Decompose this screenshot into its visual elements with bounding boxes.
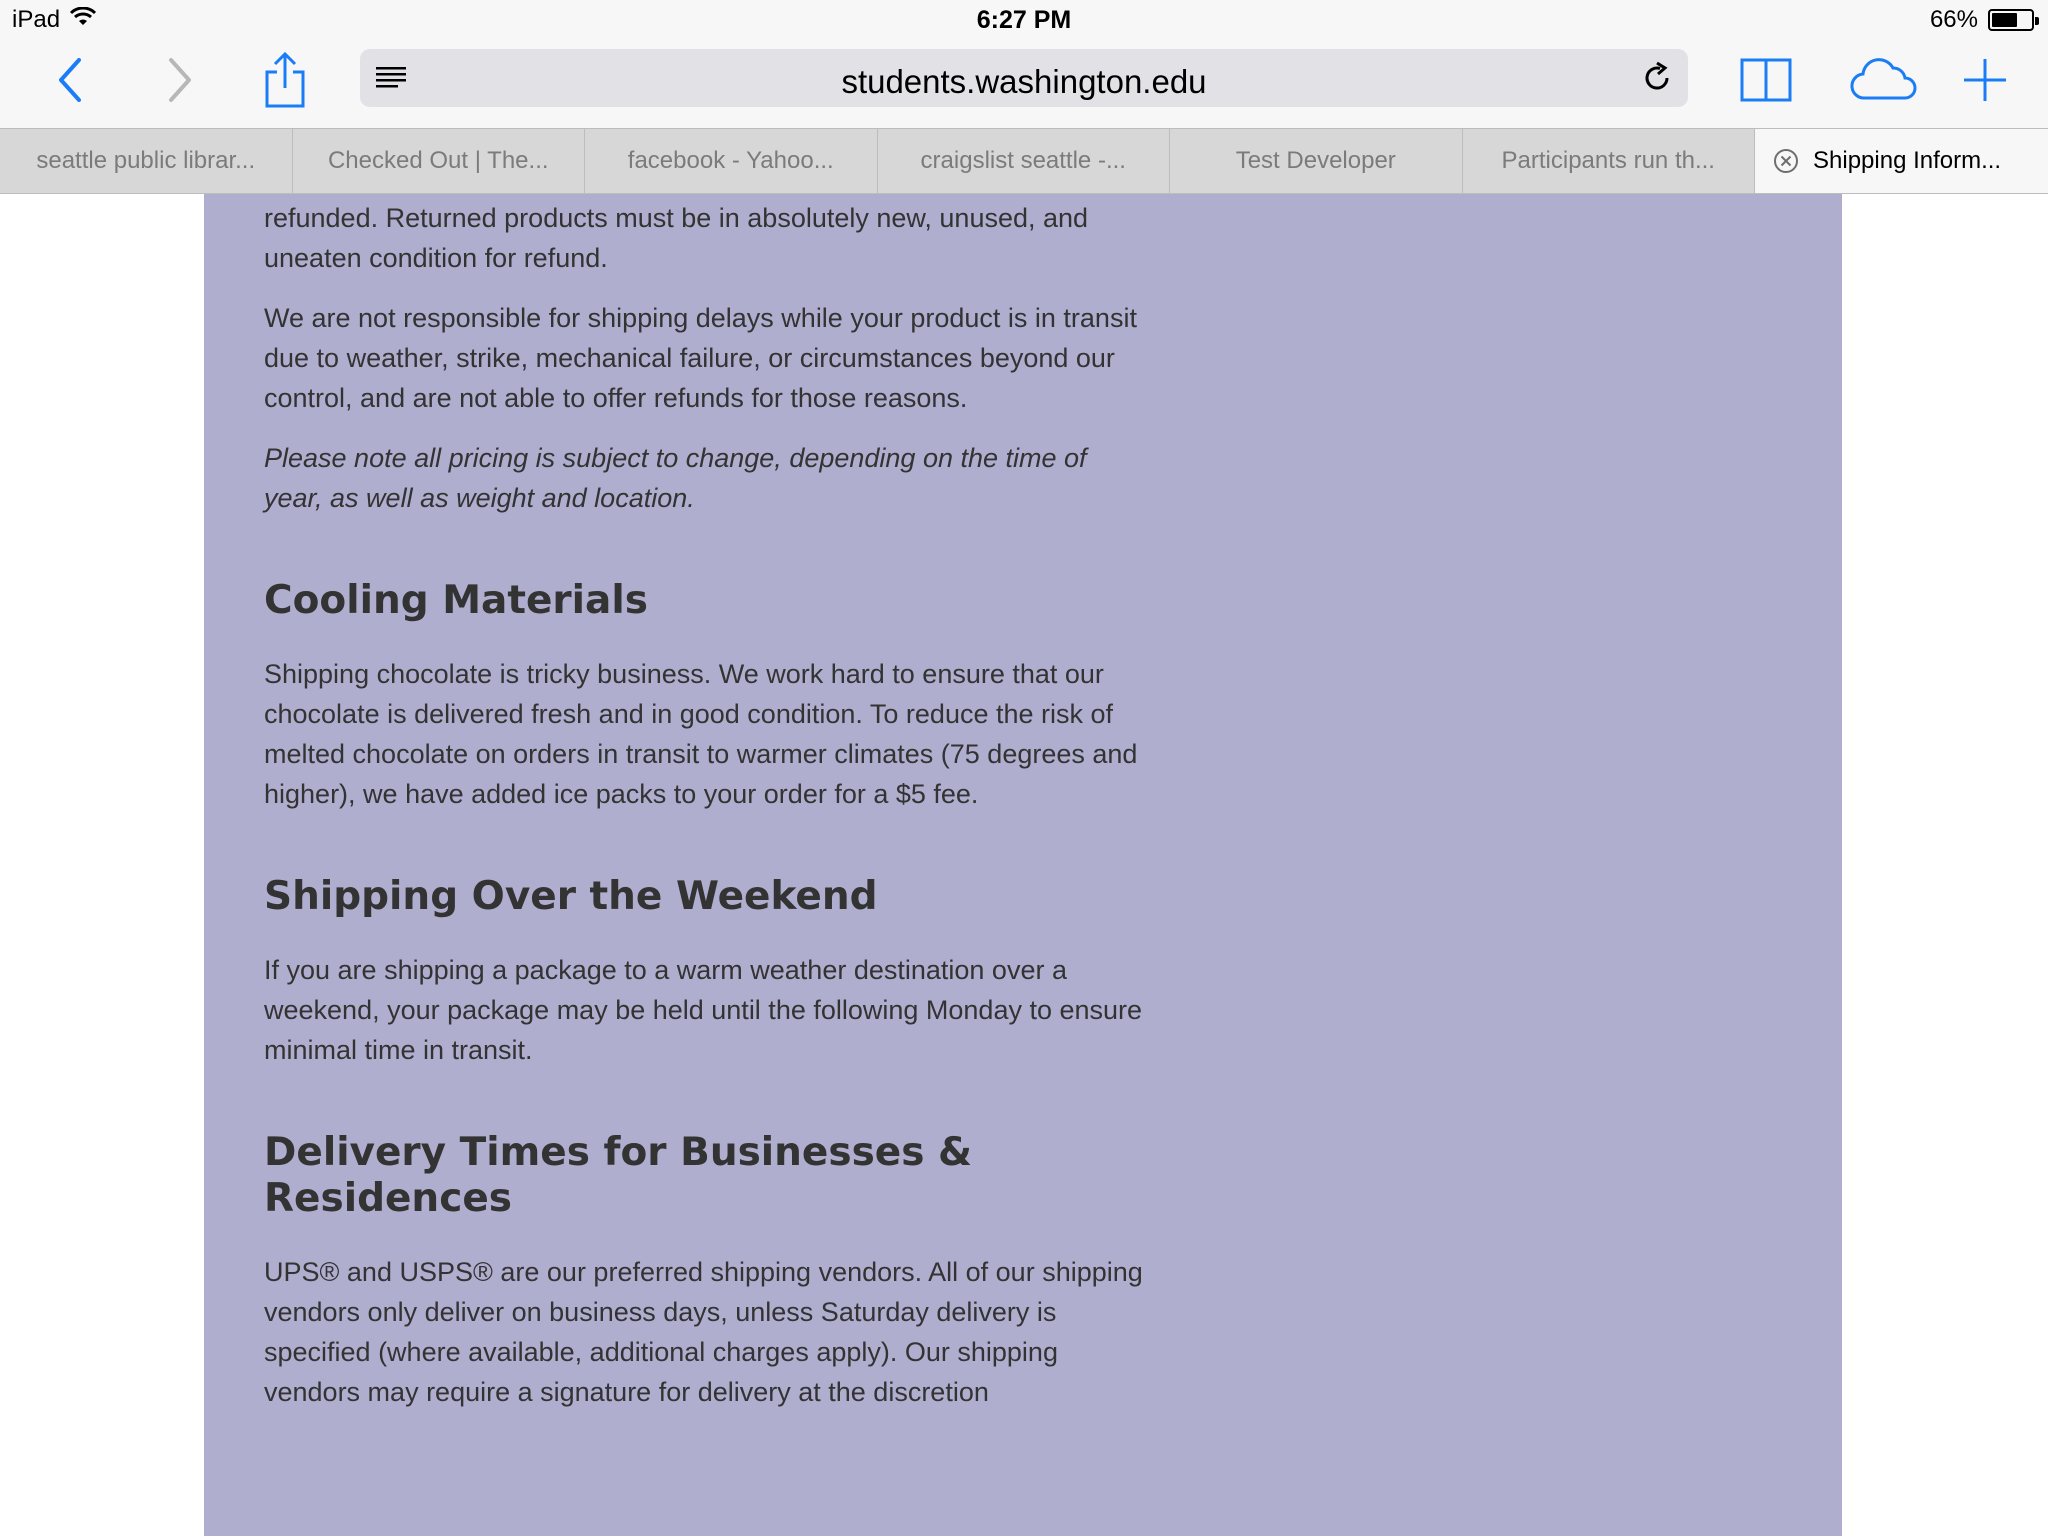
status-time: 6:27 PM [976,6,1072,34]
icloud-tabs-button[interactable] [1848,50,1920,110]
share-button[interactable] [253,50,317,110]
heading-cooling-materials: Cooling Materials [264,578,648,623]
tab-label: Test Developer [1235,147,1396,174]
cloud-icon [1849,58,1919,102]
tab-bar [0,128,2048,194]
chevron-right-icon [165,58,195,102]
tab-shipping-information[interactable] [1755,129,2048,193]
paragraph-delays: We are not responsible for shipping delays while your product is in transit due to weather, strike, mechanical failure, or circumstances beyond our control, and are not able to offer refunds for those reasons. [264,303,1137,413]
tab-seattle-public-library[interactable] [0,129,293,193]
url-text: students.washington.edu [841,63,1207,100]
device-label: iPad [12,6,61,33]
tab-label: Shipping Inform... [1813,147,2002,174]
battery-percent: 66% [1929,6,1978,33]
tab-label: seattle public librar... [36,147,256,174]
bookmarks-button[interactable] [1734,50,1798,110]
paragraph-cooling: Shipping chocolate is tricky business. We work hard to ensure that our chocolate is delivered fresh and in good condition. To reduce the risk of melted chocolate on orders in transit to warmer climates (75 degrees and higher), we have added ice packs to your order for a $5 fee. [264,659,1138,809]
chevron-left-icon [55,58,85,102]
plus-icon [1962,57,2008,103]
battery-icon [1988,9,2034,31]
heading-delivery-times: Delivery Times for Businesses & Residences [264,1130,973,1221]
share-icon [263,52,307,108]
content-panel [204,194,1842,1536]
web-content [0,194,2048,1536]
article [264,194,1144,1432]
paragraph-weekend: If you are shipping a package to a warm weather destination over a weekend, your package may be held until the following Monday to ensure minimal time in transit. [264,955,1143,1065]
status-bar [0,0,2048,40]
tab-checked-out[interactable] [293,129,586,193]
battery-tip [2035,17,2039,25]
tab-craigslist[interactable] [878,129,1171,193]
tab-label: craigslist seattle -... [920,147,1126,174]
close-tab-icon[interactable] [1773,148,1799,174]
reload-icon[interactable] [1640,61,1674,100]
tab-test-developer[interactable] [1170,129,1463,193]
tab-label: Checked Out | The... [327,147,549,174]
new-tab-button[interactable] [1953,50,2017,110]
address-bar[interactable] [360,49,1688,107]
back-button[interactable] [38,50,102,110]
browser-toolbar [0,40,2048,128]
tab-label: Participants run th... [1501,147,1715,174]
tab-participants[interactable] [1463,129,1756,193]
heading-weekend-shipping: Shipping Over the Weekend [264,874,878,919]
paragraph-delivery: UPS® and USPS® are our preferred shipping vendors. All of our shipping vendors only deliver on business days, unless Saturday delivery is specified (where available, additional charges apply). Our shipping vendors may require a signature for delivery at the discretion [264,1257,1143,1407]
book-icon [1739,56,1793,104]
forward-button[interactable] [148,50,212,110]
tab-label: facebook - Yahoo... [627,147,834,174]
tab-facebook-yahoo[interactable] [585,129,878,193]
pricing-note-text: Please note all pricing is subject to change, depending on the time of year, as well as weight and location. [264,443,1087,513]
battery-fill [1992,13,2017,27]
paragraph-refund: refunded. Returned products must be in absolutely new, unused, and uneaten condition for refund. [264,203,1089,273]
status-right [1930,6,2034,34]
paragraph-pricing-note [264,438,1144,518]
